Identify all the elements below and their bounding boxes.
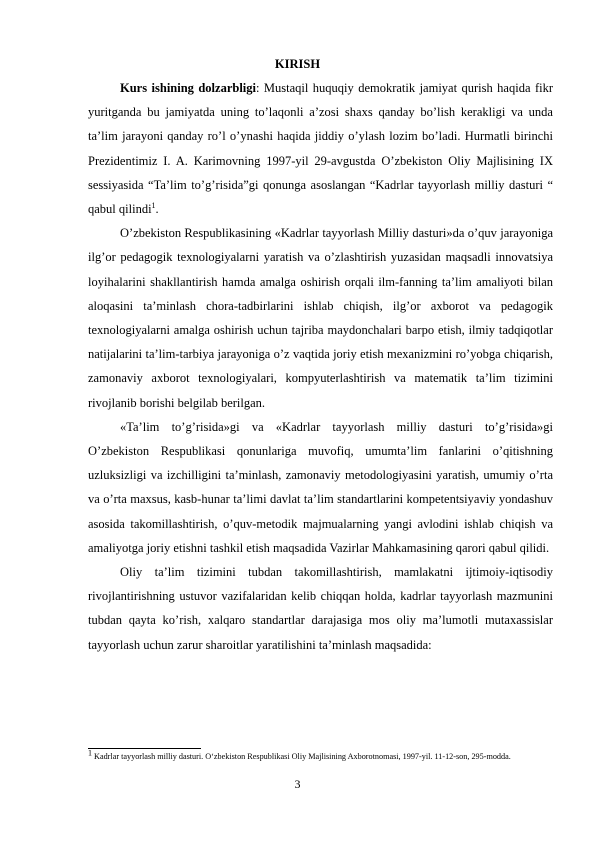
footnote-text: Kadrlar tayyorlash milliy dasturi. O‘zbekiston Respublikasi Oliy Majlisining Axborotnomasi, 1997-yil. 11-12-son, 295-modda. [92, 752, 511, 761]
paragraph-text: : Mustaqil huquqiy demokratik jamiyat qurish haqida fikr yuritganda bu jamiyatda uning to’laqonli a’zosi shaxs qanday bo’lish kerakligi va unda ta’lim jarayoni qanday ro’l o’ynashi haqida jiddiy o’ylash lozim bo’ladi. Hurmatli birinchi Prezidentimiz I. A. Karimovning 1997-yil 29-avgustda O’zbekiston Oliy Majlisining IX sessiyasida “Ta’lim to’g’risida”gi qonunga asoslangan “Kadrlar tayyorlash milliy dasturi “ qabul qilindi [88, 81, 553, 217]
body-text [88, 76, 553, 657]
paragraph-lead: Kurs ishining dolzarbligi [120, 81, 256, 95]
page-number: 3 [294, 777, 301, 791]
paragraph-2: O’zbekiston Respublikasining «Kadrlar tayyorlash Milliy dasturi»da o’quv jarayoniga ilg’or pedagogik texnologiyalarni yaratish va o’zlashtirish yuzasidan maqsadli innovatsiya loyihalarini shakllantirish hamda amalga oshirish orqali ilm-fanning ta’lim amaliyoti bilan aloqasini ta’minlash chora-tadbirlarini ishlab chiqish, ilg’or axborot va pedagogik texnologiyalarni amalga oshirish uchun tajriba maydonchalari barpo etish, ilmiy tadqiqotlar natijalarini ta’lim-tarbiya jarayoniga o’z vaqtida joriy etish mexanizmini ro’yobga chiqarish, zamonaviy axborot texnologiyalari, kompyuterlashtirish va matematik ta’lim tizimini rivojlanib borishi belgilab berilgan. [88, 226, 553, 410]
footnote-reference[interactable]: 1 [151, 200, 156, 210]
footnote [88, 748, 553, 763]
page-title: KIRISH [274, 57, 321, 71]
paragraph-4: Oliy ta’lim tizimini tubdan takomillashtirish, mamlakatni ijtimoiy-iqtisodiy rivojlantirishning ustuvor vazifalaridan kelib chiqqan holda, kadrlar tayyorlash mazmunini tubdan qayta ko’rish, xalqaro standartlar darajasiga mos oliy ma’lumotli mutaxassislar tayyorlash uchun zarur sharoitlar yaratilishini ta’minlash maqsadida: [88, 565, 553, 652]
paragraph-1 [88, 76, 553, 221]
footnote-divider [88, 748, 201, 749]
paragraph-3: «Ta’lim to’g’risida»gi va «Kadrlar tayyorlash milliy dasturi to’g’risida»gi O’zbekiston Respublikasi qonunlariga muvofiq, umumta’lim fanlarini o’qitishning uzluksizligi va izchilligini ta’minlash, zamonaviy metodologiyasini yaratish, umumiy o’rta va o’rta maxsus, kasb-hunar ta’limi davlat ta’lim standartlarini kompetentsiyaviy yondashuv asosida takomillashtirish, o’quv-metodik majmualarning yangi avlodini ishlab chiqish va amaliyotga joriy etishni tashkil etish maqsadida Vazirlar Mahkamasining qarori qabul qilidi. [88, 419, 553, 555]
paragraph-tail: . [155, 202, 159, 217]
footnote-marker: 1 [88, 748, 92, 758]
